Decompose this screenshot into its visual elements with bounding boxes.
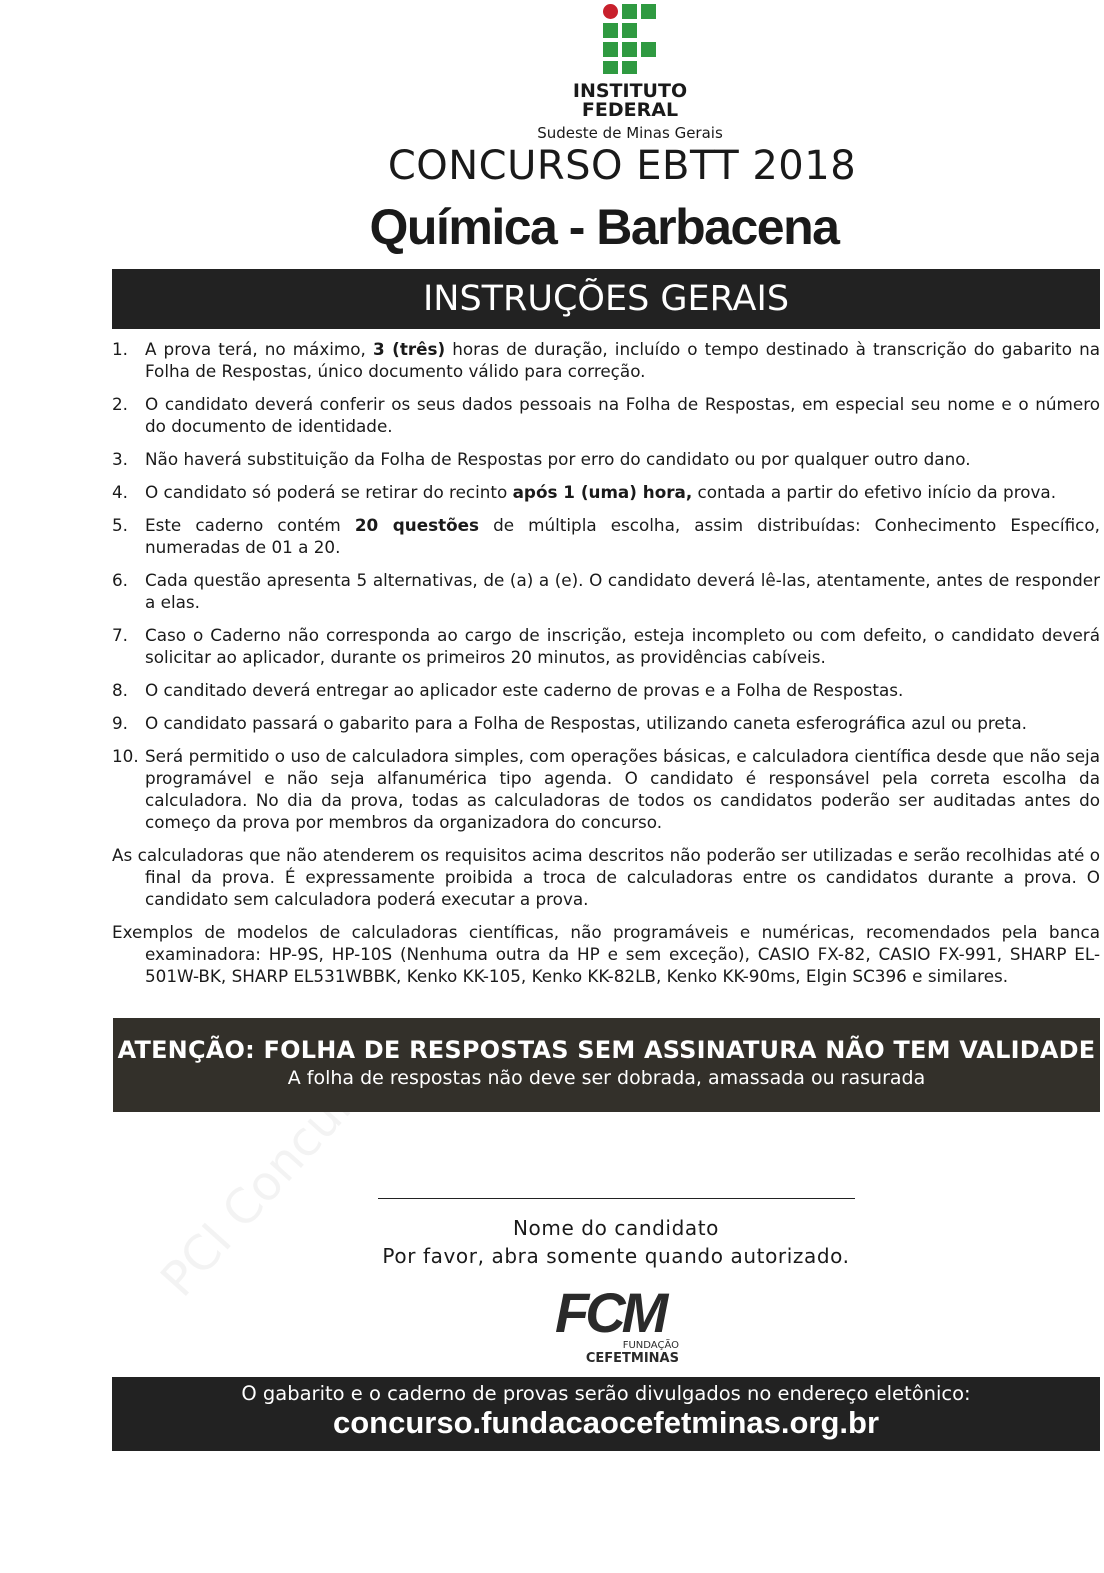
open-notice: Por favor, abra somente quando autorizado. <box>382 1244 850 1268</box>
institute-logo-icon <box>603 4 657 74</box>
instruction-item: 5. Este caderno contém 20 questões de múltipla escolha, assim distribuídas: Conhecimento Específico, numeradas de 01 a 20. <box>112 515 1100 557</box>
instruction-item: 7. Caso o Caderno não corresponda ao cargo de inscrição, esteja incompleto ou com defeito, o candidato deverá solicitar ao aplicador, durante os primeiros 20 minutos, as providências cabíveis. <box>112 625 1100 667</box>
fcm-logo-letters: FCM <box>555 1281 665 1344</box>
footer-banner <box>112 1377 1100 1451</box>
footer-notice: O gabarito e o caderno de provas serão divulgados no endereço eletônico: <box>241 1382 971 1405</box>
instruction-item: 10. Será permitido o uso de calculadora simples, com operações básicas, e calculadora científica desde que não seja programável e não seja alfanumérica tipo agenda. O candidato é responsável pela correta escolha da calculadora. No dia da prova, todas as calculadoras de todos os candidatos poderão ser auditadas antes do começo da prova por membros da organizadora do concurso. <box>112 746 1100 832</box>
calculator-examples: Exemplos de modelos de calculadoras científicas, não programáveis e numéricas, recomendados pela banca examinadora: HP-9S, HP-10S (Nenhuma outra da HP e sem exceção), CASIO FX-82, CASIO FX-991, SHARP EL-501W-BK, SHARP EL531WBBK, Kenko KK-105, Kenko KK-82LB, Kenko KK-90ms, Elgin SC396 e similares. <box>112 922 1100 986</box>
exam-subject: Química - Barbacena <box>369 199 839 255</box>
attention-title: ATENÇÃO: FOLHA DE RESPOSTAS SEM ASSINATURA NÃO TEM VALIDADE <box>117 1036 1096 1064</box>
instructions-list <box>112 338 1100 998</box>
footer-url: concurso.fundacaocefetminas.org.br <box>332 1405 880 1440</box>
instruction-item: 2. O candidato deverá conferir os seus dados pessoais na Folha de Respostas, em especial seu nome e o número do documento de identidade. <box>112 394 1100 436</box>
signature-line <box>378 1198 855 1199</box>
fcm-logo-line2: CEFETMINAS <box>585 1351 679 1366</box>
institution-line2: FEDERAL <box>581 99 679 121</box>
institution-line1: INSTITUTO <box>572 80 688 102</box>
instruction-item: 6. Cada questão apresenta 5 alternativas, de (a) a (e). O candidato deverá lê-las, atentamente, antes de responder a elas. <box>112 570 1100 612</box>
institution-subtitle: Sudeste de Minas Gerais <box>537 124 723 142</box>
calculator-note: As calculadoras que não atenderem os requisitos acima descritos não poderão ser utilizadas e serão recolhidas até o final da prova. É expressamente proibida a troca de calculadoras entre os candidatos durante a prova. O candidato sem calculadora poderá executar a prova. <box>112 845 1100 909</box>
exam-title: CONCURSO EBTT 2018 <box>387 143 857 189</box>
instruction-item: 8. O canditado deverá entregar ao aplicador este caderno de provas e a Folha de Respostas. <box>112 680 904 700</box>
institution-name <box>0 82 1104 120</box>
fcm-logo <box>555 1280 695 1370</box>
instruction-item: 9. O candidato passará o gabarito para a Folha de Respostas, utilizando caneta esferográfica azul ou preta. <box>112 713 1027 733</box>
attention-banner <box>113 1018 1100 1112</box>
instruction-item: 4. O candidato só poderá se retirar do recinto após 1 (uma) hora, contada a partir do efetivo início da prova. <box>112 482 1057 502</box>
instructions-heading: INSTRUÇÕES GERAIS <box>112 269 1100 329</box>
instruction-item: 1. A prova terá, no máximo, 3 (três) horas de duração, incluído o tempo destinado à transcrição do gabarito na Folha de Respostas, único documento válido para correção. <box>112 339 1101 381</box>
candidate-name-label: Nome do candidato <box>512 1216 720 1240</box>
attention-subtitle: A folha de respostas não deve ser dobrada, amassada ou rasurada <box>287 1067 926 1089</box>
fcm-logo-line1: FUNDAÇÃO <box>622 1340 679 1351</box>
instruction-item: 3. Não haverá substituição da Folha de Respostas por erro do candidato ou por qualquer outro dano. <box>112 449 971 469</box>
